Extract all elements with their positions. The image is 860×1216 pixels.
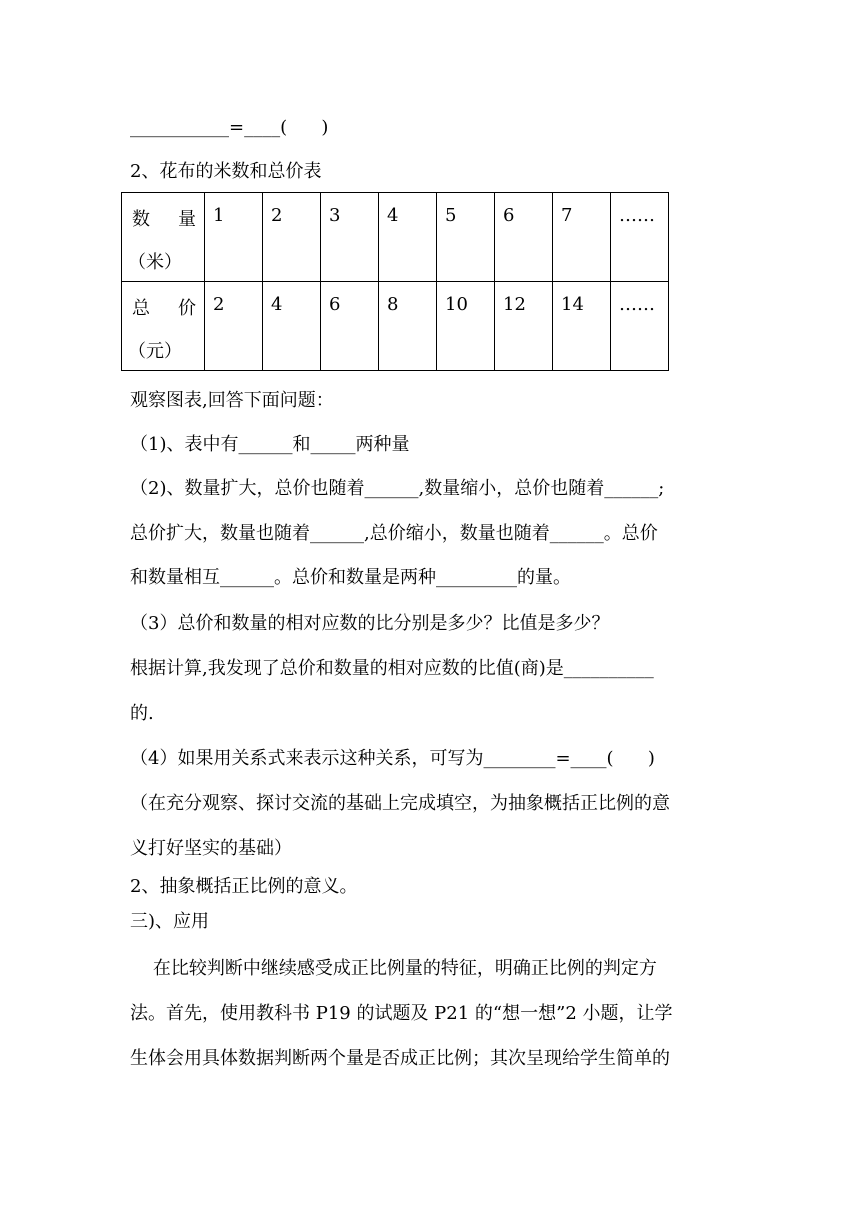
table-cell: 4 <box>263 282 321 371</box>
cloth-price-table <box>121 192 669 371</box>
table-cell: 2 <box>263 193 321 282</box>
instruction-text: 观察图表,回答下面问题： <box>130 390 334 411</box>
table-cell: 14 <box>553 282 611 371</box>
question-4: （4）如果用关系式来表示这种关系，可写为________=____( ) <box>130 748 655 769</box>
table-cell: 6 <box>495 193 553 282</box>
section-title-cloth-table: 2、花布的米数和总价表 <box>130 161 322 182</box>
table-row <box>122 193 669 282</box>
section-abstract-definition: 2、抽象概括正比例的意义。 <box>130 876 358 897</box>
table-cell: 6 <box>321 282 379 371</box>
table-cell: 10 <box>437 282 495 371</box>
header-char: 数 <box>132 209 150 230</box>
question-1: （1)、表中有______和_____两种量 <box>130 434 410 455</box>
paragraph-line-1: 在比较判断中继续感受成正比例量的特征，明确正比例的判定方 <box>130 958 657 979</box>
header-unit: （米） <box>128 252 182 273</box>
table-cell: …… <box>611 193 669 282</box>
question-2-line-2: 总价扩大，数量也随着______,总价缩小，数量也随着______。总价 <box>130 523 658 544</box>
table-cell: 4 <box>379 193 437 282</box>
table-cell: 1 <box>205 193 263 282</box>
table-cell: 3 <box>321 193 379 282</box>
header-char: 总 <box>132 298 150 319</box>
section-heading-application: 三)、应用 <box>130 911 210 932</box>
finding-line-2: 的. <box>130 703 154 724</box>
table-cell: 12 <box>495 282 553 371</box>
question-3: （3）总价和数量的相对应数的比分别是多少？比值是多少？ <box>130 613 610 634</box>
table-cell: 7 <box>553 193 611 282</box>
table-cell: 5 <box>437 193 495 282</box>
note-line-2: 义打好坚实的基础） <box>130 838 292 859</box>
header-unit: （元） <box>128 341 182 362</box>
note-line-1: （在充分观察、探讨交流的基础上完成填空，为抽象概括正比例的意 <box>130 793 670 814</box>
table-cell: …… <box>611 282 669 371</box>
table-cell: 2 <box>205 282 263 371</box>
question-2-line-1: （2)、数量扩大，总价也随着______,数量缩小，总价也随着______; <box>130 478 665 499</box>
table-row <box>122 282 669 371</box>
table-cell: 8 <box>379 282 437 371</box>
blank-equation-line: ___________=____( ) <box>130 117 329 138</box>
finding-line-1: 根据计算,我发现了总价和数量的相对应数的比值(商)是__________ <box>130 658 654 679</box>
header-char: 价 <box>178 298 196 319</box>
header-char: 量 <box>178 209 196 230</box>
row-header-quantity <box>122 193 205 282</box>
question-2-line-3: 和数量相互______。总价和数量是两种_________的量。 <box>130 567 571 588</box>
paragraph-line-3: 生体会用具体数据判断两个量是否成正比例；其次呈现给学生简单的 <box>130 1048 670 1069</box>
paragraph-line-2: 法。首先，使用教科书 P19 的试题及 P21 的“想一想”2 小题，让学 <box>130 1003 673 1024</box>
row-header-total-price <box>122 282 205 371</box>
